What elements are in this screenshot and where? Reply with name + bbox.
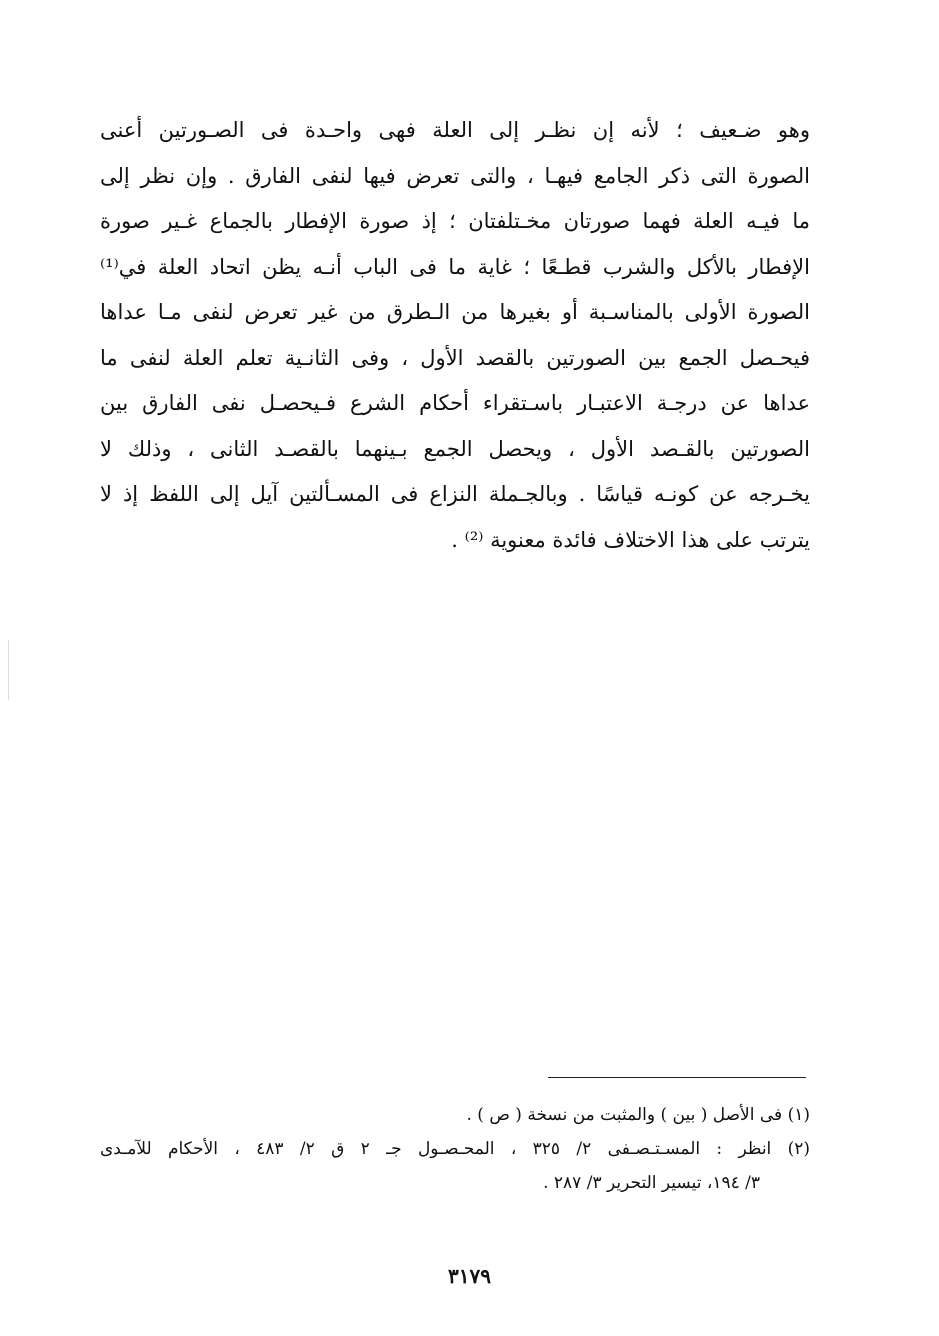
page-number: ٣١٧٩ — [448, 1264, 491, 1288]
text-line: عداها عن درجـة الاعتبـار باسـتقراء أحكام الشرع فـيحصـل نفى الفارق بين — [100, 391, 810, 415]
footnote-2 — [100, 1132, 810, 1200]
text-line: الصورة التى ذكر الجامع فيهـا ، والتى تعرض فيها لنفى الفارق . وإن نظر إلى — [100, 163, 810, 188]
footnote-text: (١) فى الأصل ( بين ) والمثبت من نسخة ( ص ) . — [466, 1105, 810, 1125]
main-text-block — [100, 108, 810, 563]
footnote-text: (٢) انظر : المسـتـصـفى ٢/ ٣٢٥ ، المحـصـول جـ ٢ ق ٢/ ٤٨٣ ، الأحكام للآمـدى — [100, 1139, 810, 1159]
footnote-1 — [100, 1098, 810, 1132]
text-line: الصورة الأولى بالمناسـبة أو بغيرها من الـطرق من غير تعرض لنفى مـا عداها — [100, 300, 810, 324]
text-line: يخـرجه عن كونـه قياسًا . وبالجـملة النزاع فى المسـألتين آيل إلى اللفظ إذ لا — [100, 482, 810, 506]
text-line: وهو ضـعيف ؛ لأنه إن نظـر إلى العلة فهى واحـدة فى الصـورتين أعنى — [100, 118, 810, 142]
text-line: فيحـصل الجمع بين الصورتين بالقصد الأول ، وفى الثانـية تعلم العلة لنفى ما — [100, 345, 810, 370]
text-line: يترتب على هذا الاختلاف فائدة معنوية ⁽²⁾ . — [451, 527, 810, 552]
text-line: الإفطار بالأكل والشرب قطـعًا ؛ غاية ما فى الباب أنـه يظن اتحاد العلة في⁽¹⁾ — [100, 254, 810, 279]
footnote-divider — [548, 1077, 806, 1078]
text-line: الصورتين بالقـصد الأول ، ويحصل الجمع بـينهما بالقصـد الثانى ، وذلك لا — [100, 436, 810, 461]
footnotes-block — [100, 1098, 810, 1200]
footnote-text: ٣/ ١٩٤، تيسير التحرير ٣/ ٢٨٧ . — [543, 1173, 760, 1193]
scan-margin-mark — [8, 640, 9, 700]
text-line: ما فيـه العلة فهما صورتان مخـتلفتان ؛ إذ صورة الإفطار بالجماع غـير صورة — [100, 209, 810, 233]
